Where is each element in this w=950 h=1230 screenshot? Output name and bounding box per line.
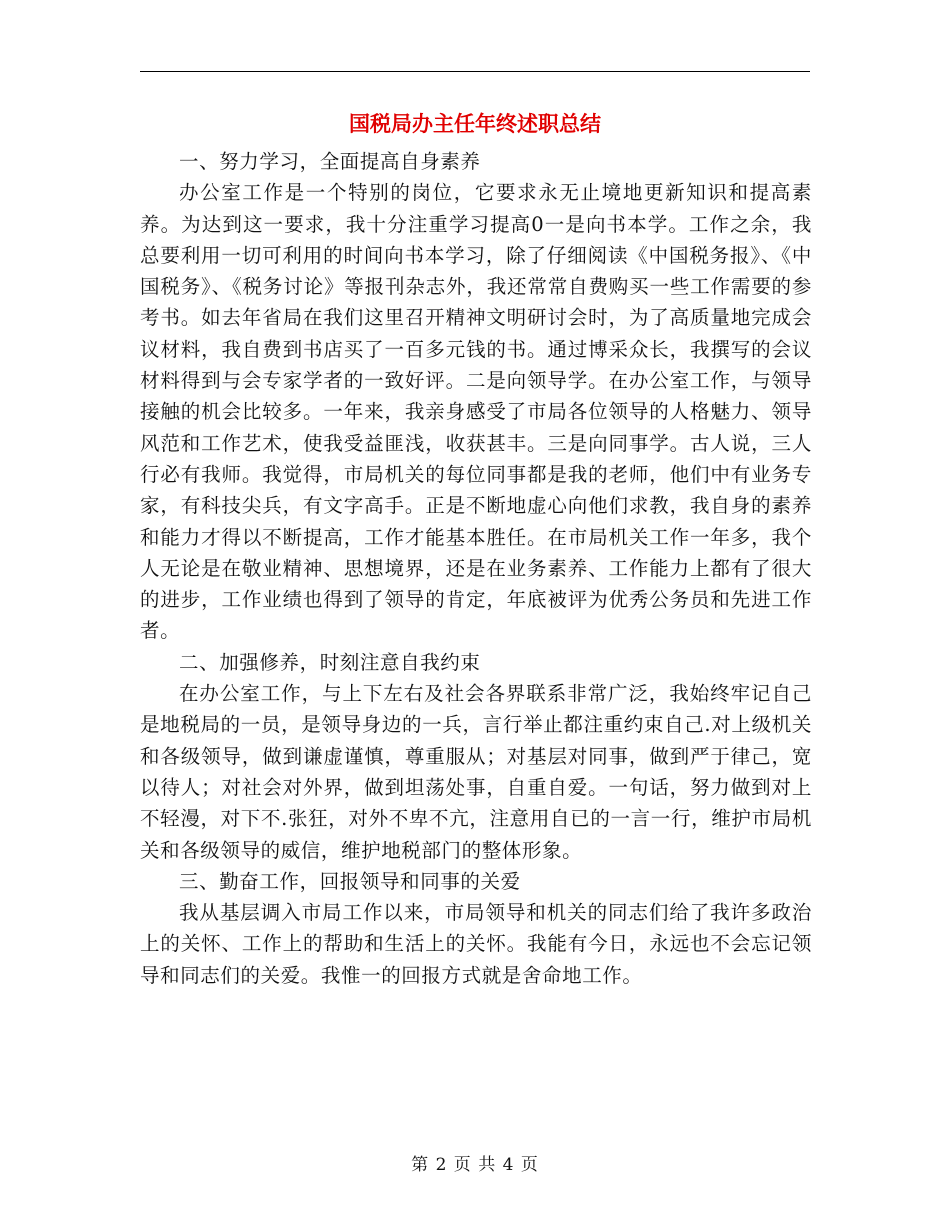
footer-middle: 页 共 xyxy=(453,1155,497,1175)
section-heading-3: 三、勤奋工作，回报领导和同事的关爱 xyxy=(179,869,521,893)
paragraph-1: 办公室工作是一个特别的岗位，它要求永无止境地更新知识和提高素养。为达到这一要求，我十分注重学习提高0一是向书本学。工作之余，我总要利用一切可利用的时间向书本学习，除了仔细阅读《中国税务报》、《中国税务》、《税务讨论》等报刊杂志外，我还常常自费购买一些工作需要的参考书。如去年省局在我们这里召开精神文明研讨会时，为了高质量地完成会议材料，我自费到书店买了一百多元钱的书。通过博采众长，我撰写的会议材料得到与会专家学者的一致好评。二是向领导学。在办公室工作，与领导接触的机会比较多。一年来，我亲身感受了市局各位领导的人格魅力、领导风范和工作艺术，使我受益匪浅，收获甚丰。三是向同事学。古人说，三人行必有我师。我觉得，市局机关的每位同事都是我的老师，他们中有业务专家，有科技尖兵，有文字高手。正是不断地虚心向他们求教，我自身的素养和能力才得以不断提高，工作才能基本胜任。在市局机关工作一年多，我个人无论是在敬业精神、思想境界，还是在业务素养、工作能力上都有了很大的进步，工作业绩也得到了领导的肯定，年底被评为优秀公务员和先进工作者。 xyxy=(140,181,812,643)
document-body xyxy=(140,146,812,991)
footer-suffix: 页 xyxy=(520,1155,539,1175)
paragraph-3: 我从基层调入市局工作以来，市局领导和机关的同志们给了我许多政治上的关怀、工作上的帮助和生活上的关怀。我能有今日，永远也不会忘记领导和同志们的关爱。我惟一的回报方式就是舍命地工作。 xyxy=(140,901,812,987)
page-footer xyxy=(0,1153,950,1177)
header-rule xyxy=(140,71,810,72)
paragraph-2: 在办公室工作，与上下左右及社会各界联系非常广泛，我始终牢记自己是地税局的一员，是领导身边的一兵，言行举止都注重约束自己.对上级机关和各级领导，做到谦虚谨慎，尊重服从；对基层对同事，做到严于律己，宽以待人；对社会对外界，做到坦荡处事，自重自爱。一句话，努力做到对上不轻漫，对下不.张狂，对外不卑不亢，注意用自已的一言一行，维护市局机关和各级领导的威信，维护地税部门的整体形象。 xyxy=(140,682,812,862)
footer-prefix: 第 xyxy=(411,1155,430,1175)
footer-total-pages: 4 xyxy=(502,1155,515,1175)
section-heading-1: 一、努力学习，全面提高自身素养 xyxy=(179,150,481,173)
section-heading-2: 二、加强修养，时刻注意自我约束 xyxy=(179,650,481,674)
document-title: 国税局办主任年终述职总结 xyxy=(349,112,601,136)
footer-current-page: 2 xyxy=(435,1155,448,1175)
